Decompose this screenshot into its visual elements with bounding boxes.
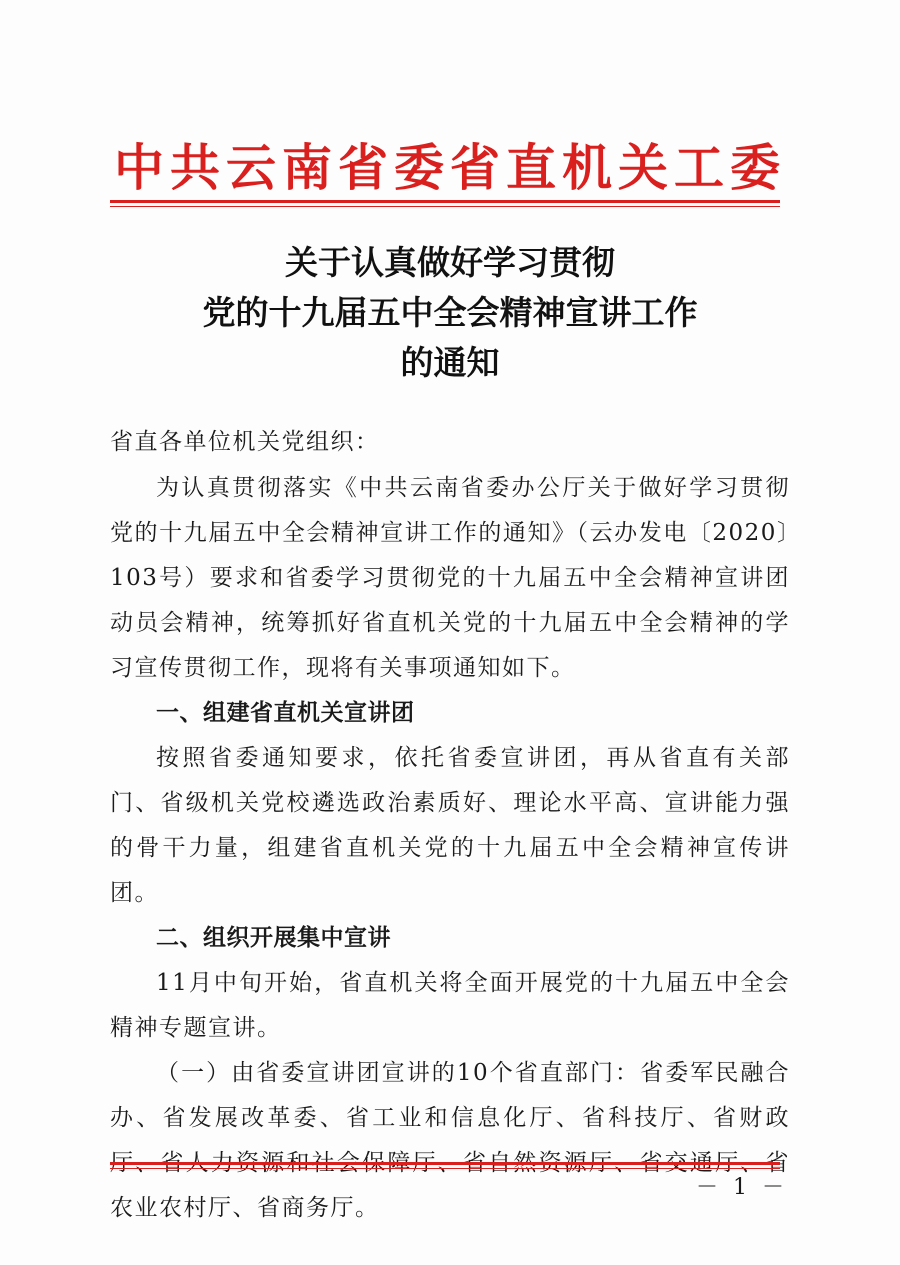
title-line-2: 党的十九届五中全会精神宣讲工作: [202, 293, 698, 332]
issuing-organization: 中共云南省委省直机关工委: [114, 138, 786, 197]
document-title: [0, 238, 900, 388]
section-2-item-1: （一）由省委宣讲团宣讲的10个省直部门：省委军民融合办、省发展改革委、省工业和信息化厅、省科技厅、省财政厅、省人力资源和社会保障厅、省自然资源厅、省交通厅、省农业农村厅、省商务厅。: [110, 1060, 790, 1221]
document-body: [110, 420, 790, 1231]
header-red-rule: [110, 200, 780, 207]
intro-paragraph: 为认真贯彻落实《中共云南省委办公厅关于做好学习贯彻党的十九届五中全会精神宣讲工作的通知》（云办发电〔2020〕103号）要求和省委学习贯彻党的十九届五中全会精神宣讲团动员会精神，统筹抓好省直机关党的十九届五中全会精神的学习宣传贯彻工作，现将有关事项通知如下。: [110, 475, 790, 681]
section-2-paragraph: 11月中旬开始，省直机关将全面开展党的十九届五中全会精神专题宣讲。: [110, 970, 790, 1041]
section-1-heading: 一、组建省直机关宣讲团: [156, 700, 415, 726]
page-number: － 1 －: [696, 1175, 788, 1200]
section-2-heading: 二、组织开展集中宣讲: [156, 925, 391, 951]
title-line-1: 关于认真做好学习贯彻: [285, 243, 615, 282]
salutation: 省直各单位机关党组织：: [110, 429, 380, 455]
footer-red-rule: [110, 1162, 780, 1169]
title-line-3: 的通知: [400, 343, 500, 382]
section-1-paragraph: 按照省委通知要求，依托省委宣讲团，再从省直有关部门、省级机关党校遴选政治素质好、理论水平高、宣讲能力强的骨干力量，组建省直机关党的十九届五中全会精神宣传讲团。: [110, 745, 790, 906]
